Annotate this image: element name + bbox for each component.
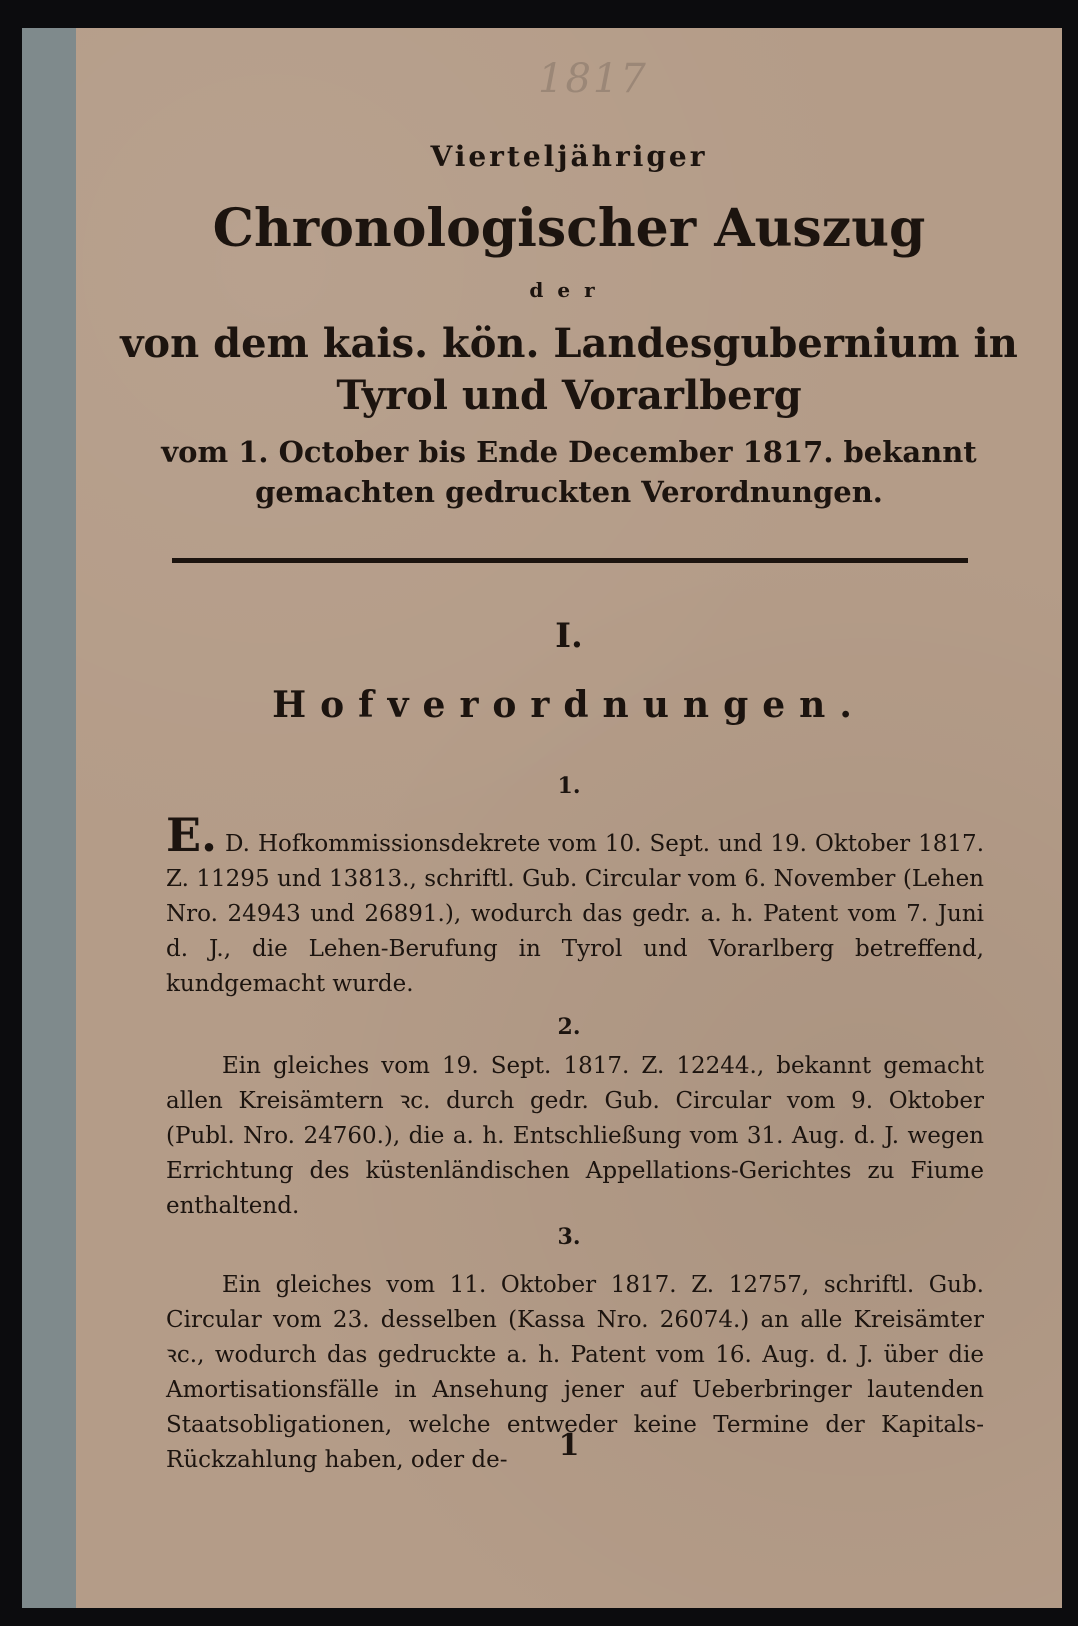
pencil-annotation: 1817 — [538, 56, 648, 102]
title-der: der — [529, 278, 609, 302]
title-kicker: Vierteljähriger — [430, 140, 708, 173]
section-heading: Hofverordnungen. — [272, 684, 866, 726]
entry-number: 1. — [557, 773, 581, 799]
date-line: vom 1. October bis Ende December 1817. bekannt gemachten gedruckten Verordnungen. — [161, 435, 977, 509]
entry-number: 2. — [557, 1014, 581, 1040]
drop-capital: E. — [166, 808, 218, 862]
entry-number: 3. — [557, 1224, 581, 1250]
main-title: Chronologischer Auszug — [212, 198, 926, 259]
signature-mark: 1 — [558, 1428, 580, 1463]
issuer-line: von dem kais. kön. Landesgubernium in Tyrol und Vorarlberg — [120, 320, 1018, 419]
divider-rule — [172, 558, 968, 563]
entry-text: D. Hofkommissionsdekrete vom 10. Sept. und 19. Oktober 1817. Z. 11295 und 13813., schriftl. Gub. Circular vom 6. November (Lehen Nro. 24943 und 26891.), wodurch das gedr. a. h. Patent vom 7. Juni d. J., die Lehen-Berufung in Tyrol und Vorarlberg betreffend, kundgemacht wurde. — [166, 831, 984, 997]
document-page — [76, 28, 1062, 1608]
entry-paragraph: Ein gleiches vom 19. Sept. 1817. Z. 12244., bekannt gemacht allen Kreisämtern ꝛc. durch gedr. Gub. Circular vom 9. Oktober (Publ. Nro. 24760.), die a. h. Entschließung vom 31. Aug. d. J. wegen Errichtung des küstenländischen Appellations-Gerichtes zu Fiume enthaltend. — [166, 1053, 984, 1219]
entry-paragraph: Ein gleiches vom 11. Oktober 1817. Z. 12757, schriftl. Gub. Circular vom 23. desselben (Kassa Nro. 26074.) an alle Kreisämter ꝛc., wodurch das gedruckte a. h. Patent vom 16. Aug. d. J. über die Amortisationsfälle in Ansehung jener auf Ueberbringer lautenden Staatsobligationen, welche entweder keine Termine der Kapitals-Rückzahlung haben, oder de- — [166, 1272, 984, 1473]
section-number: I. — [555, 616, 583, 656]
entry-paragraph — [166, 808, 984, 1002]
